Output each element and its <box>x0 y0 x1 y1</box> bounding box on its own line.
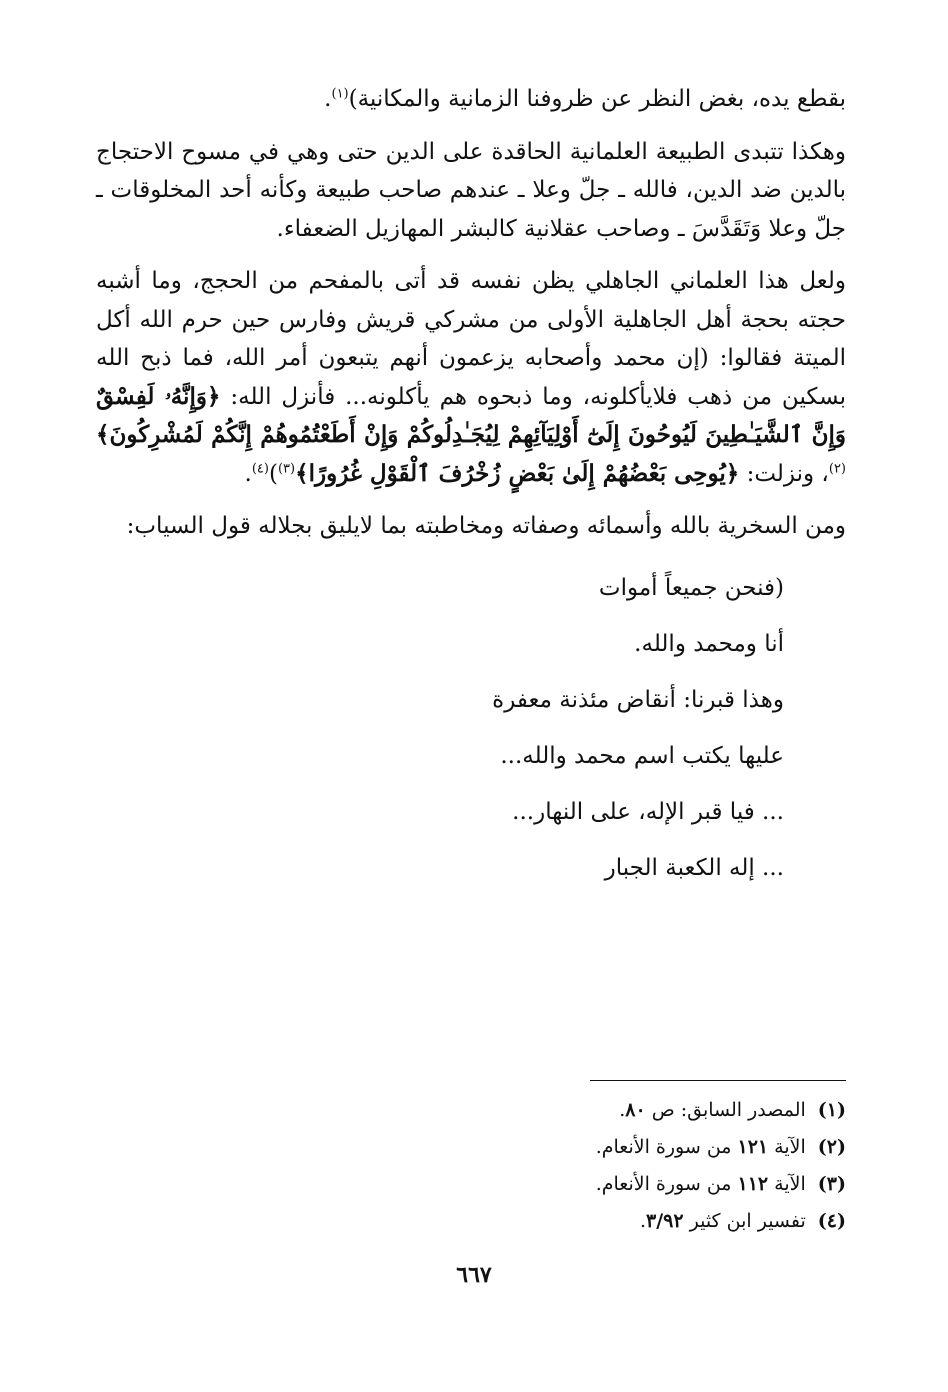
footnote-verse-number: ١٢١ <box>737 1136 769 1158</box>
paragraph-3-text: ولعل هذا العلماني الجاهلي يظن نفسه قد أتى بالمفحم من الحجج، وما أشبه حجته بحجة أهل الجاهلية الأولى من مشركي قريش وفارس حين حرم الله أكل الميتة فقالوا: (إن محمد وأصحابه يزعمون أنهم يتبعون أمر الله، فما ذبح الله بسكين من ذهب فلايأكلونه، وما ذبحوه هم يأكلونه... فأنزل الله: <box>96 268 847 410</box>
poem-line: (فنحن جميعاً أموات <box>598 574 784 601</box>
footnote-end: . <box>619 1099 626 1121</box>
footnote-ref-1[interactable]: (١) <box>331 86 349 102</box>
poem-line: ... فيا قبر الإله، على النهار... <box>512 798 784 825</box>
quran-verse-1: ﴿وَإِنَّهُۥ لَفِسْقٌ وَإِنَّ ٱلشَّيَـٰطِينَ لَيُوحُونَ إِلَىٰٓ أَوْلِيَآئِهِمْ لِيُجَـٰدِلُوكُمْ وَإِنْ أَطَعْتُمُوهُمْ إِنَّكُمْ لَمُشْرِكُونَ﴾ <box>96 382 846 448</box>
poem-line: ... إله الكعبة الجبار <box>604 854 784 881</box>
paragraph-1-text: بقطع يده، بغض النظر عن ظروفنا الزمانية والمكانية) <box>348 86 846 112</box>
paragraph-3-connector: ، ونزلت: <box>739 460 829 487</box>
quran-verse-2: ﴿يُوحِى بَعْضُهُمْ إِلَىٰ بَعْضٍ زُخْرُفَ ٱلْقَوْلِ غُرُورًا﴾ <box>295 459 740 487</box>
quote-close: ) <box>268 460 278 487</box>
paragraph-1-end: . <box>324 86 332 112</box>
footnote-ref-3[interactable]: (٣) <box>277 460 296 476</box>
footnote-text: الآية <box>768 1173 806 1195</box>
footnotes <box>96 1092 846 1240</box>
footnote-1 <box>96 1092 846 1129</box>
paragraph-3-end: . <box>244 460 252 487</box>
footnote-number: (٤) <box>817 1210 846 1232</box>
paragraph-1 <box>96 80 846 119</box>
footnote-text: تفسير ابن كثير <box>683 1210 806 1232</box>
paragraph-2: وهكذا تتبدى الطبيعة العلمانية الحاقدة على الدين حتى وهي في مسوح الاحتجاج بالدين ضد الدين، فالله ـ جلّ وعلا ـ عندهم صاحب طبيعة وكأنه أحد المخلوقات ـ جلّ وعلا وَتَقَدَّسَ ـ وصاحب عقلانية كالبشر المهازيل الضعفاء. <box>96 138 846 242</box>
poem-block <box>96 560 846 896</box>
footnote-end: . <box>639 1210 646 1232</box>
footnote-text: الآية <box>768 1136 806 1158</box>
poem-line: عليها يكتب اسم محمد والله... <box>500 742 784 769</box>
footnote-2 <box>96 1129 846 1166</box>
poem-line: وهذا قبرنا: أنقاض مئذنة معفرة <box>492 686 784 713</box>
footnote-ref-2[interactable]: (٢) <box>828 460 846 476</box>
footnote-3 <box>96 1166 846 1203</box>
page-number: ٦٦٧ <box>456 1262 492 1288</box>
footnote-page: ٨٠ <box>625 1099 646 1121</box>
footnote-verse-number: ١١٢ <box>737 1173 769 1195</box>
footnote-volume-page: ٣/٩٢ <box>646 1210 684 1232</box>
footnote-number: (١) <box>817 1099 846 1121</box>
footnote-rest: من سورة الأنعام. <box>595 1173 738 1195</box>
poem-line: أنا ومحمد والله. <box>634 630 784 657</box>
footnote-4 <box>96 1203 846 1240</box>
footnote-ref-4[interactable]: (٤) <box>251 460 269 476</box>
footnote-number: (٣) <box>817 1173 846 1195</box>
footnote-number: (٢) <box>817 1136 846 1158</box>
paragraph-3 <box>96 262 846 493</box>
page-body <box>96 80 847 1232</box>
footnote-divider <box>590 1080 846 1081</box>
footnote-text: المصدر السابق: ص <box>645 1099 806 1121</box>
paragraph-4: ومن السخرية بالله وأسمائه وصفاته ومخاطبته بما لايليق بجلاله قول السياب: <box>126 513 846 539</box>
footnote-rest: من سورة الأنعام. <box>595 1136 738 1158</box>
